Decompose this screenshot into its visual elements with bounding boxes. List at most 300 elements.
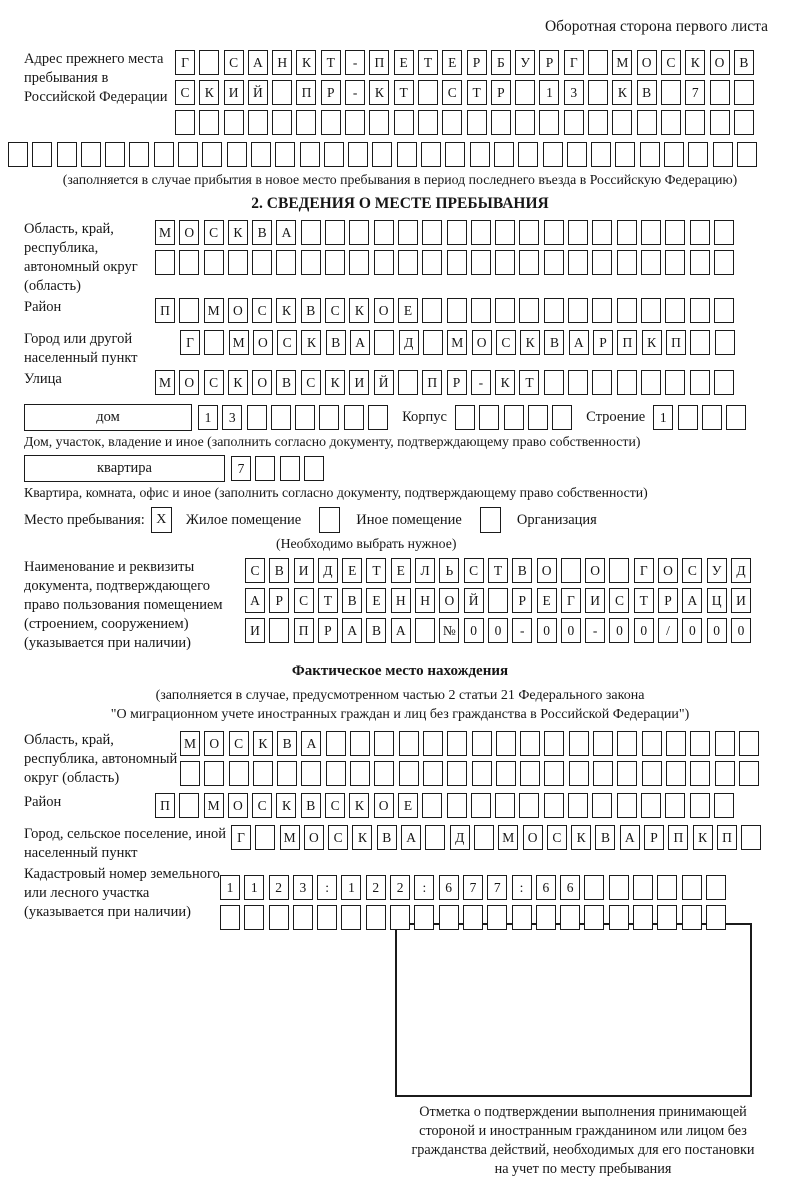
char-cell[interactable]: М — [180, 731, 200, 756]
char-cell[interactable]: К — [349, 298, 369, 323]
char-cell[interactable] — [204, 250, 224, 275]
organization-checkbox[interactable] — [480, 507, 501, 533]
char-cell[interactable] — [612, 110, 632, 135]
char-cell[interactable]: С — [301, 370, 321, 395]
char-cell[interactable] — [633, 905, 653, 930]
char-cell[interactable]: К — [520, 330, 540, 355]
char-cell[interactable] — [321, 110, 341, 135]
char-cell[interactable]: А — [401, 825, 421, 850]
char-cell[interactable] — [641, 250, 661, 275]
char-cell[interactable] — [528, 405, 548, 430]
char-cell[interactable] — [204, 761, 224, 786]
char-cell[interactable] — [301, 761, 321, 786]
char-cell[interactable] — [661, 80, 681, 105]
char-cell[interactable]: А — [301, 731, 321, 756]
char-cell[interactable]: - — [471, 370, 491, 395]
char-cell[interactable] — [252, 250, 272, 275]
char-cell[interactable]: П — [369, 50, 389, 75]
char-cell[interactable] — [569, 761, 589, 786]
char-cell[interactable] — [350, 761, 370, 786]
char-cell[interactable]: 0 — [609, 618, 629, 643]
char-cell[interactable]: К — [199, 80, 219, 105]
char-cell[interactable]: Т — [394, 80, 414, 105]
char-cell[interactable] — [593, 761, 613, 786]
char-cell[interactable]: Г — [231, 825, 251, 850]
char-cell[interactable] — [690, 330, 710, 355]
char-cell[interactable] — [470, 142, 490, 167]
char-cell[interactable]: 7 — [231, 456, 251, 481]
char-cell[interactable] — [471, 220, 491, 245]
char-cell[interactable]: Р — [539, 50, 559, 75]
char-cell[interactable] — [423, 731, 443, 756]
char-cell[interactable]: Т — [366, 558, 386, 583]
char-cell[interactable] — [592, 793, 612, 818]
char-cell[interactable] — [593, 731, 613, 756]
char-cell[interactable] — [512, 905, 532, 930]
char-cell[interactable] — [641, 370, 661, 395]
char-cell[interactable] — [633, 875, 653, 900]
char-cell[interactable]: Е — [442, 50, 462, 75]
char-cell[interactable]: К — [642, 330, 662, 355]
char-cell[interactable]: В — [342, 588, 362, 613]
char-cell[interactable]: Н — [391, 588, 411, 613]
char-cell[interactable] — [690, 220, 710, 245]
char-cell[interactable] — [685, 110, 705, 135]
char-cell[interactable] — [665, 250, 685, 275]
char-cell[interactable]: Й — [464, 588, 484, 613]
char-cell[interactable] — [567, 142, 587, 167]
char-cell[interactable] — [57, 142, 77, 167]
char-cell[interactable] — [637, 110, 657, 135]
char-cell[interactable]: А — [245, 588, 265, 613]
char-cell[interactable] — [304, 456, 324, 481]
char-cell[interactable]: М — [447, 330, 467, 355]
char-cell[interactable] — [227, 142, 247, 167]
char-cell[interactable]: Н — [272, 50, 292, 75]
char-cell[interactable] — [678, 405, 698, 430]
char-cell[interactable] — [588, 50, 608, 75]
char-cell[interactable] — [515, 80, 535, 105]
char-cell[interactable]: 0 — [707, 618, 727, 643]
char-cell[interactable] — [690, 761, 710, 786]
char-cell[interactable]: С — [464, 558, 484, 583]
char-cell[interactable] — [640, 142, 660, 167]
char-cell[interactable]: 6 — [439, 875, 459, 900]
char-cell[interactable]: Д — [318, 558, 338, 583]
char-cell[interactable] — [479, 405, 499, 430]
char-cell[interactable] — [271, 405, 291, 430]
char-cell[interactable] — [202, 142, 222, 167]
char-cell[interactable] — [617, 220, 637, 245]
char-cell[interactable]: С — [547, 825, 567, 850]
char-cell[interactable] — [661, 110, 681, 135]
char-cell[interactable] — [568, 250, 588, 275]
char-cell[interactable]: М — [155, 370, 175, 395]
char-cell[interactable]: Т — [488, 558, 508, 583]
char-cell[interactable] — [32, 142, 52, 167]
char-cell[interactable]: Д — [731, 558, 751, 583]
char-cell[interactable]: - — [512, 618, 532, 643]
char-cell[interactable] — [592, 298, 612, 323]
char-cell[interactable]: С — [325, 793, 345, 818]
char-cell[interactable] — [569, 731, 589, 756]
char-cell[interactable]: В — [595, 825, 615, 850]
char-cell[interactable] — [495, 250, 515, 275]
char-cell[interactable]: 1 — [198, 405, 218, 430]
char-cell[interactable]: С — [224, 50, 244, 75]
char-cell[interactable]: В — [252, 220, 272, 245]
char-cell[interactable]: Г — [564, 50, 584, 75]
char-cell[interactable]: 0 — [634, 618, 654, 643]
char-cell[interactable] — [398, 220, 418, 245]
char-cell[interactable] — [592, 220, 612, 245]
char-cell[interactable] — [326, 761, 346, 786]
char-cell[interactable]: Р — [491, 80, 511, 105]
char-cell[interactable]: 0 — [682, 618, 702, 643]
char-cell[interactable]: Р — [447, 370, 467, 395]
char-cell[interactable]: С — [328, 825, 348, 850]
char-cell[interactable] — [665, 370, 685, 395]
char-cell[interactable]: М — [204, 298, 224, 323]
char-cell[interactable] — [734, 80, 754, 105]
char-cell[interactable]: С — [245, 558, 265, 583]
char-cell[interactable] — [592, 250, 612, 275]
char-cell[interactable]: 6 — [560, 875, 580, 900]
char-cell[interactable] — [543, 142, 563, 167]
char-cell[interactable]: Б — [491, 50, 511, 75]
char-cell[interactable]: Р — [269, 588, 289, 613]
char-cell[interactable]: : — [317, 875, 337, 900]
char-cell[interactable]: С — [204, 220, 224, 245]
char-cell[interactable]: К — [612, 80, 632, 105]
char-cell[interactable] — [224, 110, 244, 135]
char-cell[interactable] — [487, 905, 507, 930]
char-cell[interactable]: М — [612, 50, 632, 75]
char-cell[interactable]: Р — [593, 330, 613, 355]
char-cell[interactable] — [442, 110, 462, 135]
char-cell[interactable] — [690, 731, 710, 756]
char-cell[interactable] — [536, 905, 556, 930]
char-cell[interactable]: С — [496, 330, 516, 355]
char-cell[interactable]: А — [342, 618, 362, 643]
char-cell[interactable]: С — [661, 50, 681, 75]
char-cell[interactable]: А — [620, 825, 640, 850]
char-cell[interactable]: О — [179, 370, 199, 395]
char-cell[interactable] — [588, 110, 608, 135]
char-cell[interactable]: О — [374, 793, 394, 818]
char-cell[interactable] — [199, 110, 219, 135]
char-cell[interactable] — [349, 250, 369, 275]
char-cell[interactable]: В — [734, 50, 754, 75]
char-cell[interactable] — [715, 761, 735, 786]
char-cell[interactable] — [220, 905, 240, 930]
char-cell[interactable] — [374, 761, 394, 786]
char-cell[interactable] — [515, 110, 535, 135]
char-cell[interactable]: 0 — [731, 618, 751, 643]
char-cell[interactable] — [325, 220, 345, 245]
char-cell[interactable]: Е — [537, 588, 557, 613]
char-cell[interactable] — [544, 731, 564, 756]
char-cell[interactable]: В — [637, 80, 657, 105]
char-cell[interactable] — [666, 761, 686, 786]
char-cell[interactable]: В — [366, 618, 386, 643]
char-cell[interactable]: С — [294, 588, 314, 613]
char-cell[interactable] — [682, 905, 702, 930]
char-cell[interactable]: П — [296, 80, 316, 105]
char-cell[interactable]: О — [585, 558, 605, 583]
char-cell[interactable] — [739, 761, 759, 786]
char-cell[interactable] — [519, 250, 539, 275]
char-cell[interactable]: В — [269, 558, 289, 583]
char-cell[interactable]: К — [276, 298, 296, 323]
char-cell[interactable] — [180, 761, 200, 786]
char-cell[interactable]: Д — [399, 330, 419, 355]
char-cell[interactable] — [414, 905, 434, 930]
char-cell[interactable]: Д — [450, 825, 470, 850]
char-cell[interactable] — [276, 250, 296, 275]
char-cell[interactable] — [710, 110, 730, 135]
char-cell[interactable] — [366, 905, 386, 930]
char-cell[interactable]: С — [325, 298, 345, 323]
char-cell[interactable] — [255, 825, 275, 850]
char-cell[interactable]: И — [245, 618, 265, 643]
char-cell[interactable]: О — [374, 298, 394, 323]
char-cell[interactable] — [609, 558, 629, 583]
char-cell[interactable]: Р — [644, 825, 664, 850]
char-cell[interactable]: М — [229, 330, 249, 355]
char-cell[interactable] — [467, 110, 487, 135]
char-cell[interactable]: П — [294, 618, 314, 643]
char-cell[interactable] — [560, 905, 580, 930]
char-cell[interactable] — [642, 761, 662, 786]
char-cell[interactable] — [399, 761, 419, 786]
char-cell[interactable] — [519, 298, 539, 323]
char-cell[interactable]: С — [609, 588, 629, 613]
char-cell[interactable]: И — [224, 80, 244, 105]
char-cell[interactable] — [277, 761, 297, 786]
char-cell[interactable] — [641, 793, 661, 818]
char-cell[interactable] — [714, 370, 734, 395]
char-cell[interactable]: О — [304, 825, 324, 850]
char-cell[interactable] — [439, 905, 459, 930]
char-cell[interactable]: - — [345, 80, 365, 105]
char-cell[interactable]: - — [585, 618, 605, 643]
char-cell[interactable]: У — [707, 558, 727, 583]
char-cell[interactable] — [374, 220, 394, 245]
char-cell[interactable]: Т — [418, 50, 438, 75]
char-cell[interactable]: К — [228, 220, 248, 245]
char-cell[interactable]: С — [252, 793, 272, 818]
char-cell[interactable]: К — [276, 793, 296, 818]
char-cell[interactable]: М — [155, 220, 175, 245]
char-cell[interactable] — [472, 731, 492, 756]
char-cell[interactable]: П — [155, 793, 175, 818]
char-cell[interactable] — [280, 456, 300, 481]
char-cell[interactable]: Ь — [439, 558, 459, 583]
char-cell[interactable]: 0 — [561, 618, 581, 643]
char-cell[interactable] — [617, 250, 637, 275]
char-cell[interactable]: 1 — [244, 875, 264, 900]
char-cell[interactable] — [398, 250, 418, 275]
char-cell[interactable]: 0 — [464, 618, 484, 643]
char-cell[interactable]: К — [352, 825, 372, 850]
char-cell[interactable]: А — [682, 588, 702, 613]
char-cell[interactable]: 7 — [685, 80, 705, 105]
char-cell[interactable]: Ц — [707, 588, 727, 613]
char-cell[interactable]: : — [512, 875, 532, 900]
char-cell[interactable]: В — [277, 731, 297, 756]
char-cell[interactable] — [584, 905, 604, 930]
char-cell[interactable]: К — [685, 50, 705, 75]
char-cell[interactable] — [344, 405, 364, 430]
char-cell[interactable]: О — [658, 558, 678, 583]
char-cell[interactable] — [641, 220, 661, 245]
char-cell[interactable]: Г — [634, 558, 654, 583]
char-cell[interactable] — [229, 761, 249, 786]
char-cell[interactable]: И — [294, 558, 314, 583]
char-cell[interactable]: О — [637, 50, 657, 75]
char-cell[interactable]: / — [658, 618, 678, 643]
char-cell[interactable] — [425, 825, 445, 850]
char-cell[interactable]: А — [350, 330, 370, 355]
char-cell[interactable]: У — [515, 50, 535, 75]
char-cell[interactable]: К — [349, 793, 369, 818]
char-cell[interactable] — [664, 142, 684, 167]
char-cell[interactable] — [713, 142, 733, 167]
char-cell[interactable] — [272, 110, 292, 135]
char-cell[interactable]: В — [512, 558, 532, 583]
char-cell[interactable] — [471, 298, 491, 323]
char-cell[interactable] — [341, 905, 361, 930]
char-cell[interactable]: Г — [180, 330, 200, 355]
char-cell[interactable]: С — [442, 80, 462, 105]
char-cell[interactable]: В — [301, 793, 321, 818]
char-cell[interactable]: П — [155, 298, 175, 323]
char-cell[interactable] — [564, 110, 584, 135]
char-cell[interactable] — [422, 298, 442, 323]
char-cell[interactable] — [445, 142, 465, 167]
char-cell[interactable] — [690, 250, 710, 275]
char-cell[interactable]: А — [276, 220, 296, 245]
char-cell[interactable] — [714, 220, 734, 245]
char-cell[interactable]: Й — [374, 370, 394, 395]
char-cell[interactable] — [544, 298, 564, 323]
char-cell[interactable] — [418, 80, 438, 105]
char-cell[interactable] — [715, 731, 735, 756]
char-cell[interactable]: К — [228, 370, 248, 395]
char-cell[interactable]: П — [666, 330, 686, 355]
char-cell[interactable]: С — [252, 298, 272, 323]
char-cell[interactable] — [398, 370, 418, 395]
char-cell[interactable] — [293, 905, 313, 930]
char-cell[interactable] — [422, 793, 442, 818]
char-cell[interactable] — [710, 80, 730, 105]
char-cell[interactable] — [488, 588, 508, 613]
char-cell[interactable]: Е — [398, 793, 418, 818]
char-cell[interactable] — [275, 142, 295, 167]
char-cell[interactable] — [568, 370, 588, 395]
char-cell[interactable]: Н — [415, 588, 435, 613]
char-cell[interactable] — [324, 142, 344, 167]
char-cell[interactable] — [463, 905, 483, 930]
char-cell[interactable] — [617, 761, 637, 786]
char-cell[interactable]: И — [349, 370, 369, 395]
char-cell[interactable] — [81, 142, 101, 167]
char-cell[interactable] — [726, 405, 746, 430]
char-cell[interactable]: № — [439, 618, 459, 643]
char-cell[interactable]: : — [414, 875, 434, 900]
char-cell[interactable] — [544, 761, 564, 786]
char-cell[interactable] — [657, 905, 677, 930]
char-cell[interactable] — [447, 250, 467, 275]
char-cell[interactable] — [690, 298, 710, 323]
char-cell[interactable] — [269, 905, 289, 930]
char-cell[interactable] — [657, 875, 677, 900]
char-cell[interactable] — [253, 761, 273, 786]
char-cell[interactable]: Е — [398, 298, 418, 323]
char-cell[interactable] — [690, 793, 710, 818]
char-cell[interactable] — [544, 250, 564, 275]
char-cell[interactable] — [247, 405, 267, 430]
char-cell[interactable]: А — [391, 618, 411, 643]
char-cell[interactable] — [539, 110, 559, 135]
char-cell[interactable] — [423, 761, 443, 786]
char-cell[interactable]: Г — [175, 50, 195, 75]
char-cell[interactable]: 0 — [537, 618, 557, 643]
char-cell[interactable] — [665, 298, 685, 323]
char-cell[interactable] — [345, 110, 365, 135]
char-cell[interactable]: Р — [658, 588, 678, 613]
char-cell[interactable] — [244, 905, 264, 930]
char-cell[interactable]: А — [248, 50, 268, 75]
char-cell[interactable]: Т — [519, 370, 539, 395]
char-cell[interactable] — [617, 298, 637, 323]
char-cell[interactable] — [228, 250, 248, 275]
char-cell[interactable] — [714, 793, 734, 818]
char-cell[interactable]: 6 — [536, 875, 556, 900]
char-cell[interactable] — [349, 220, 369, 245]
char-cell[interactable] — [368, 405, 388, 430]
char-cell[interactable] — [418, 110, 438, 135]
char-cell[interactable]: 2 — [269, 875, 289, 900]
char-cell[interactable]: К — [301, 330, 321, 355]
char-cell[interactable] — [688, 142, 708, 167]
char-cell[interactable]: О — [204, 731, 224, 756]
char-cell[interactable]: Г — [561, 588, 581, 613]
char-cell[interactable]: В — [544, 330, 564, 355]
char-cell[interactable]: Т — [321, 50, 341, 75]
char-cell[interactable] — [552, 405, 572, 430]
char-cell[interactable] — [301, 250, 321, 275]
char-cell[interactable] — [544, 220, 564, 245]
char-cell[interactable] — [544, 370, 564, 395]
char-cell[interactable] — [394, 110, 414, 135]
char-cell[interactable] — [617, 731, 637, 756]
char-cell[interactable]: К — [495, 370, 515, 395]
char-cell[interactable] — [495, 793, 515, 818]
char-cell[interactable] — [422, 220, 442, 245]
char-cell[interactable]: Р — [467, 50, 487, 75]
char-cell[interactable] — [495, 220, 515, 245]
char-cell[interactable]: К — [325, 370, 345, 395]
char-cell[interactable]: С — [682, 558, 702, 583]
char-cell[interactable]: А — [569, 330, 589, 355]
char-cell[interactable] — [175, 110, 195, 135]
char-cell[interactable]: 1 — [341, 875, 361, 900]
char-cell[interactable]: К — [571, 825, 591, 850]
char-cell[interactable] — [665, 793, 685, 818]
char-cell[interactable]: 3 — [564, 80, 584, 105]
